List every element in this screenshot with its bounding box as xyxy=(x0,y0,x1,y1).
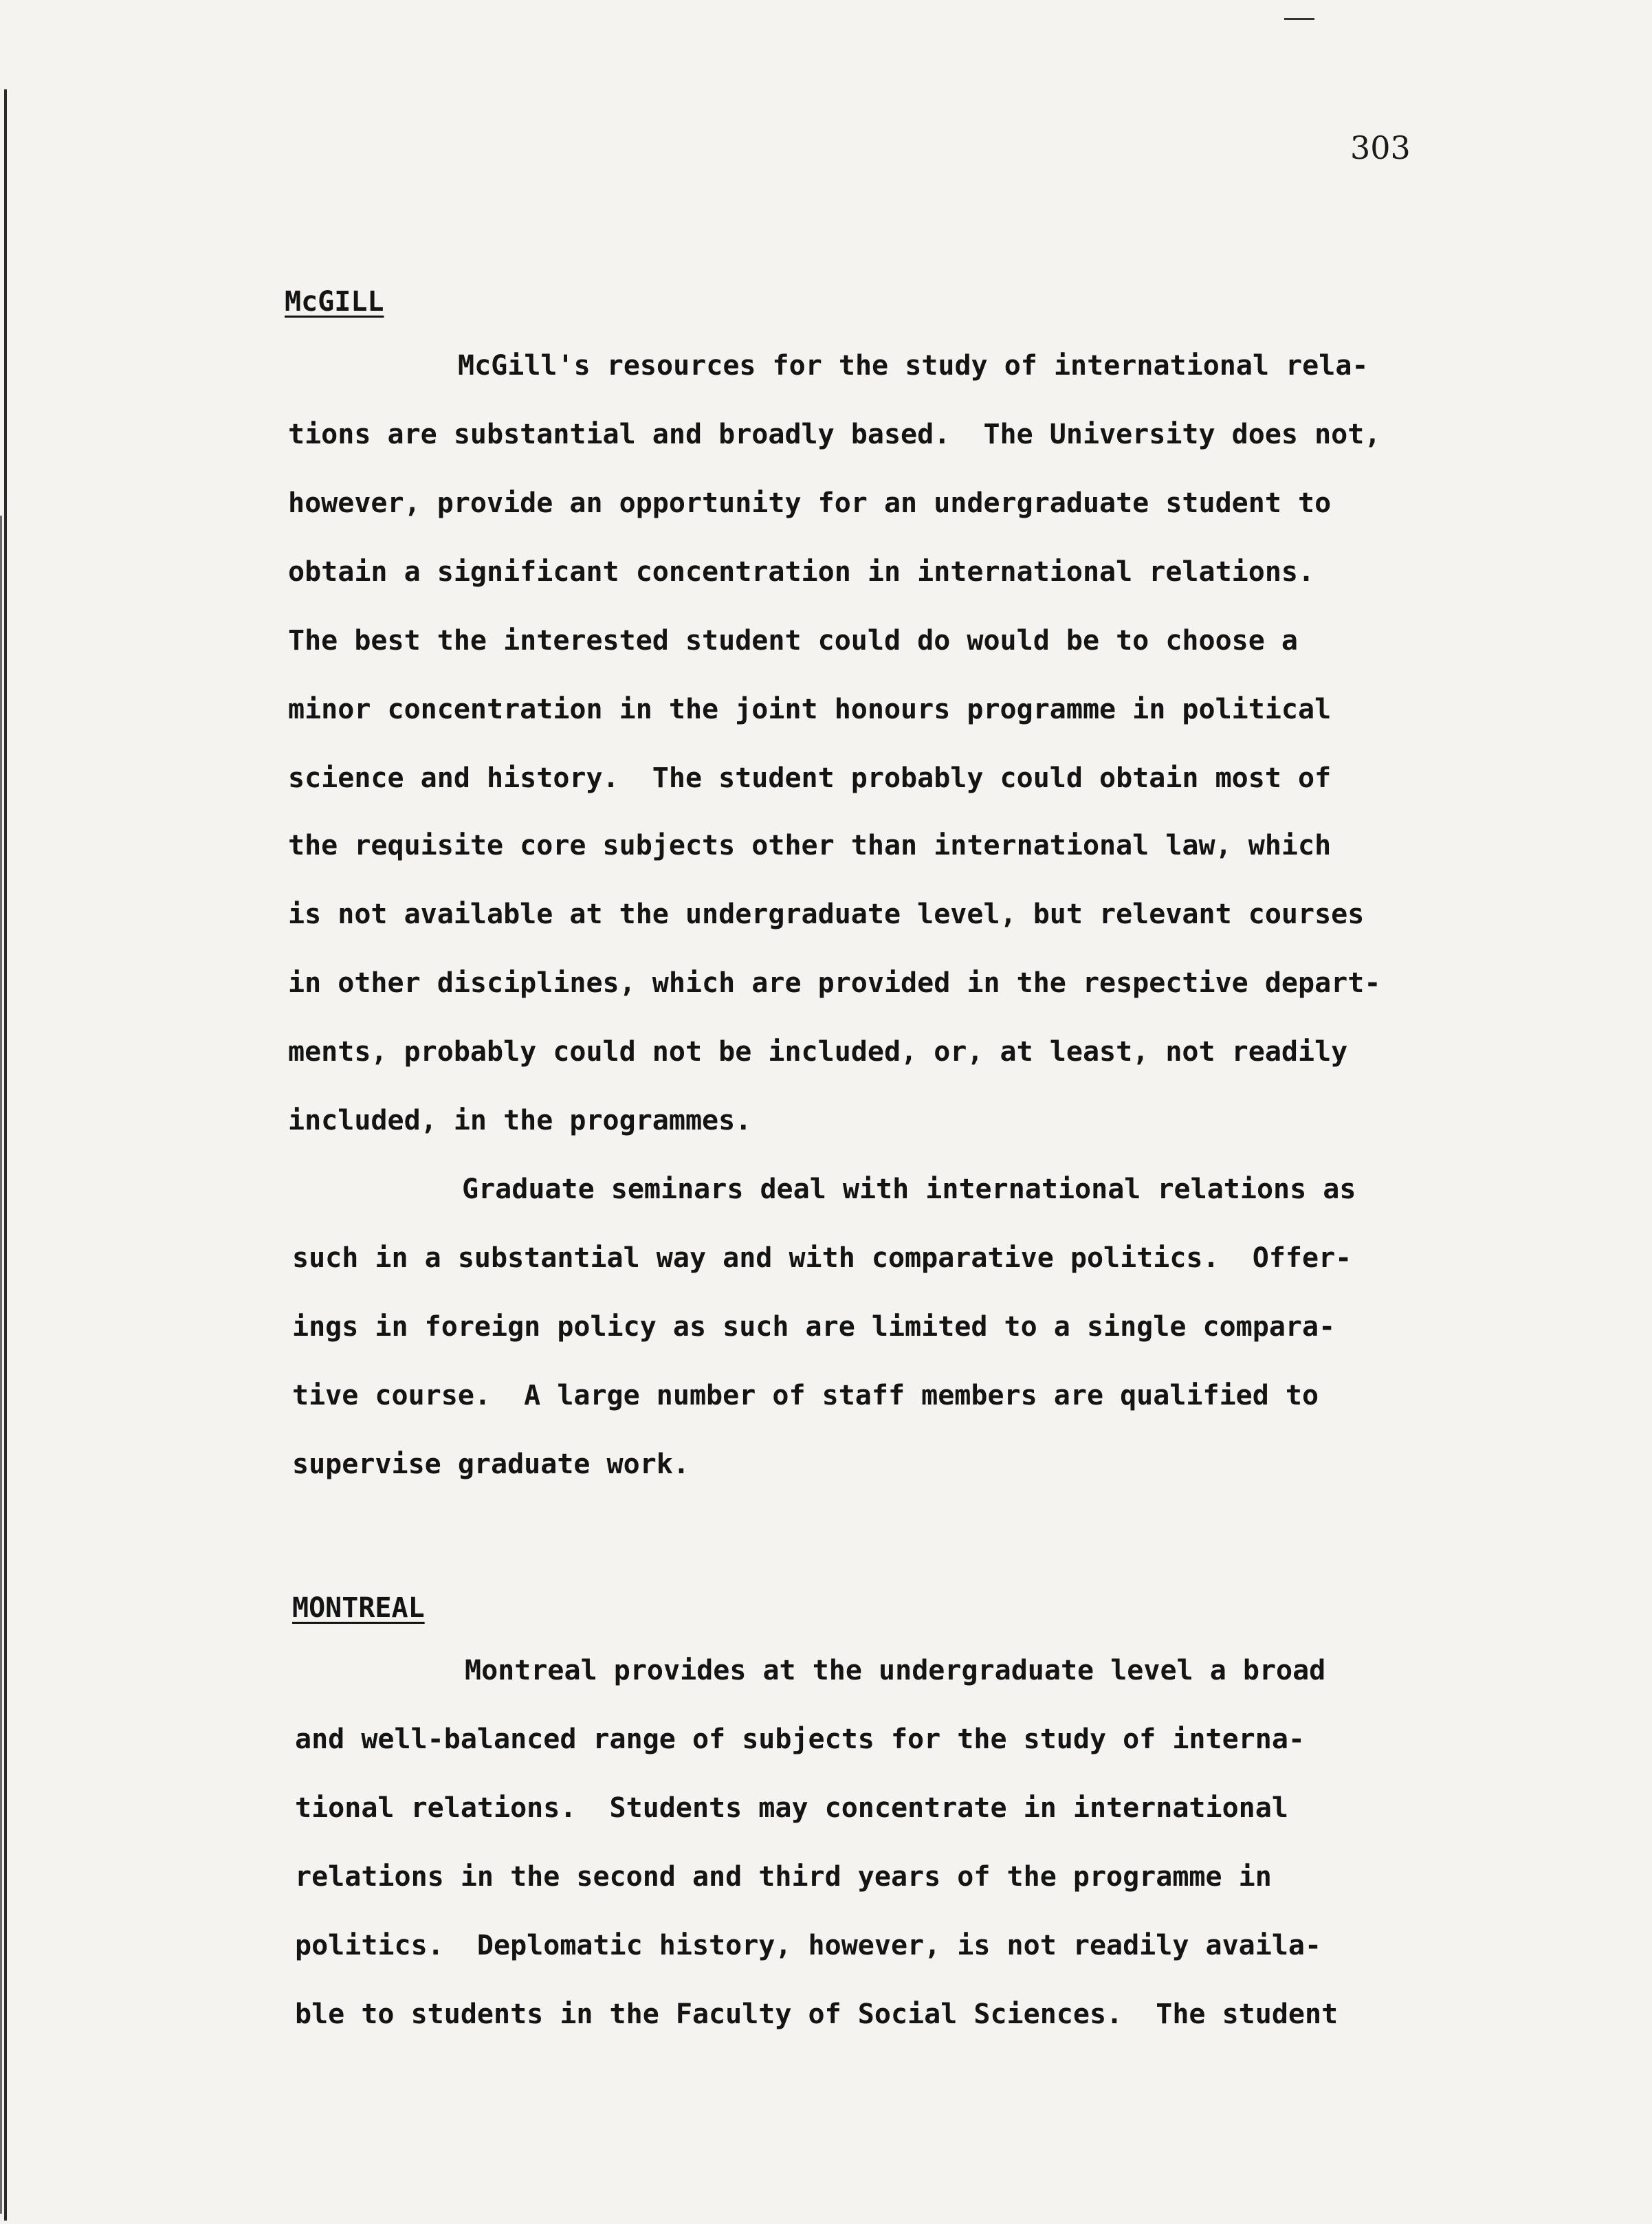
body-line: ings in foreign policy as such are limited to a single compara- xyxy=(292,1311,1336,1343)
body-line: supervise graduate work. xyxy=(292,1449,690,1480)
body-line: Graduate seminars deal with international relations as xyxy=(462,1174,1356,1205)
body-line: included, in the programmes. xyxy=(288,1105,752,1136)
body-line: relations in the second and third years of the programme in xyxy=(295,1861,1272,1893)
body-line: ble to students in the Faculty of Social Sciences. The student xyxy=(295,1999,1339,2030)
body-line: however, provide an opportunity for an undergraduate student to xyxy=(288,487,1332,519)
section-heading-mcgill: McGILL xyxy=(285,286,384,318)
page-edge-shadow xyxy=(4,89,7,2221)
body-line: tional relations. Students may concentrate in international xyxy=(295,1792,1288,1824)
body-line: the requisite core subjects other than international law, which xyxy=(288,830,1332,861)
body-line: and well-balanced range of subjects for the study of interna- xyxy=(295,1724,1306,1755)
section-heading-montreal: MONTREAL xyxy=(292,1592,425,1624)
body-line: ments, probably could not be included, or, at least, not readily xyxy=(288,1036,1348,1068)
body-line: politics. Deplomatic history, however, is not readily availa- xyxy=(295,1930,1322,1961)
body-line: McGill's resources for the study of international rela- xyxy=(458,350,1369,382)
page-number: 303 xyxy=(1350,129,1411,166)
body-line: The best the interested student could do would be to choose a xyxy=(288,625,1299,657)
body-line: minor concentration in the joint honours programme in political xyxy=(288,694,1332,725)
page-edge-shadow-inner xyxy=(0,516,2,2214)
body-line: tive course. A large number of staff members are qualified to xyxy=(292,1380,1319,1411)
top-mark xyxy=(1284,18,1314,20)
body-line: is not available at the undergraduate level, but relevant courses xyxy=(288,899,1365,930)
body-line: tions are substantial and broadly based. The University does not, xyxy=(288,419,1381,450)
body-line: Montreal provides at the undergraduate level a broad xyxy=(465,1655,1326,1686)
body-line: science and history. The student probably could obtain most of xyxy=(288,762,1332,794)
body-line: obtain a significant concentration in international relations. xyxy=(288,556,1315,588)
body-line: such in a substantial way and with comparative politics. Offer- xyxy=(292,1242,1352,1274)
body-line: in other disciplines, which are provided in the respective depart- xyxy=(288,967,1381,999)
